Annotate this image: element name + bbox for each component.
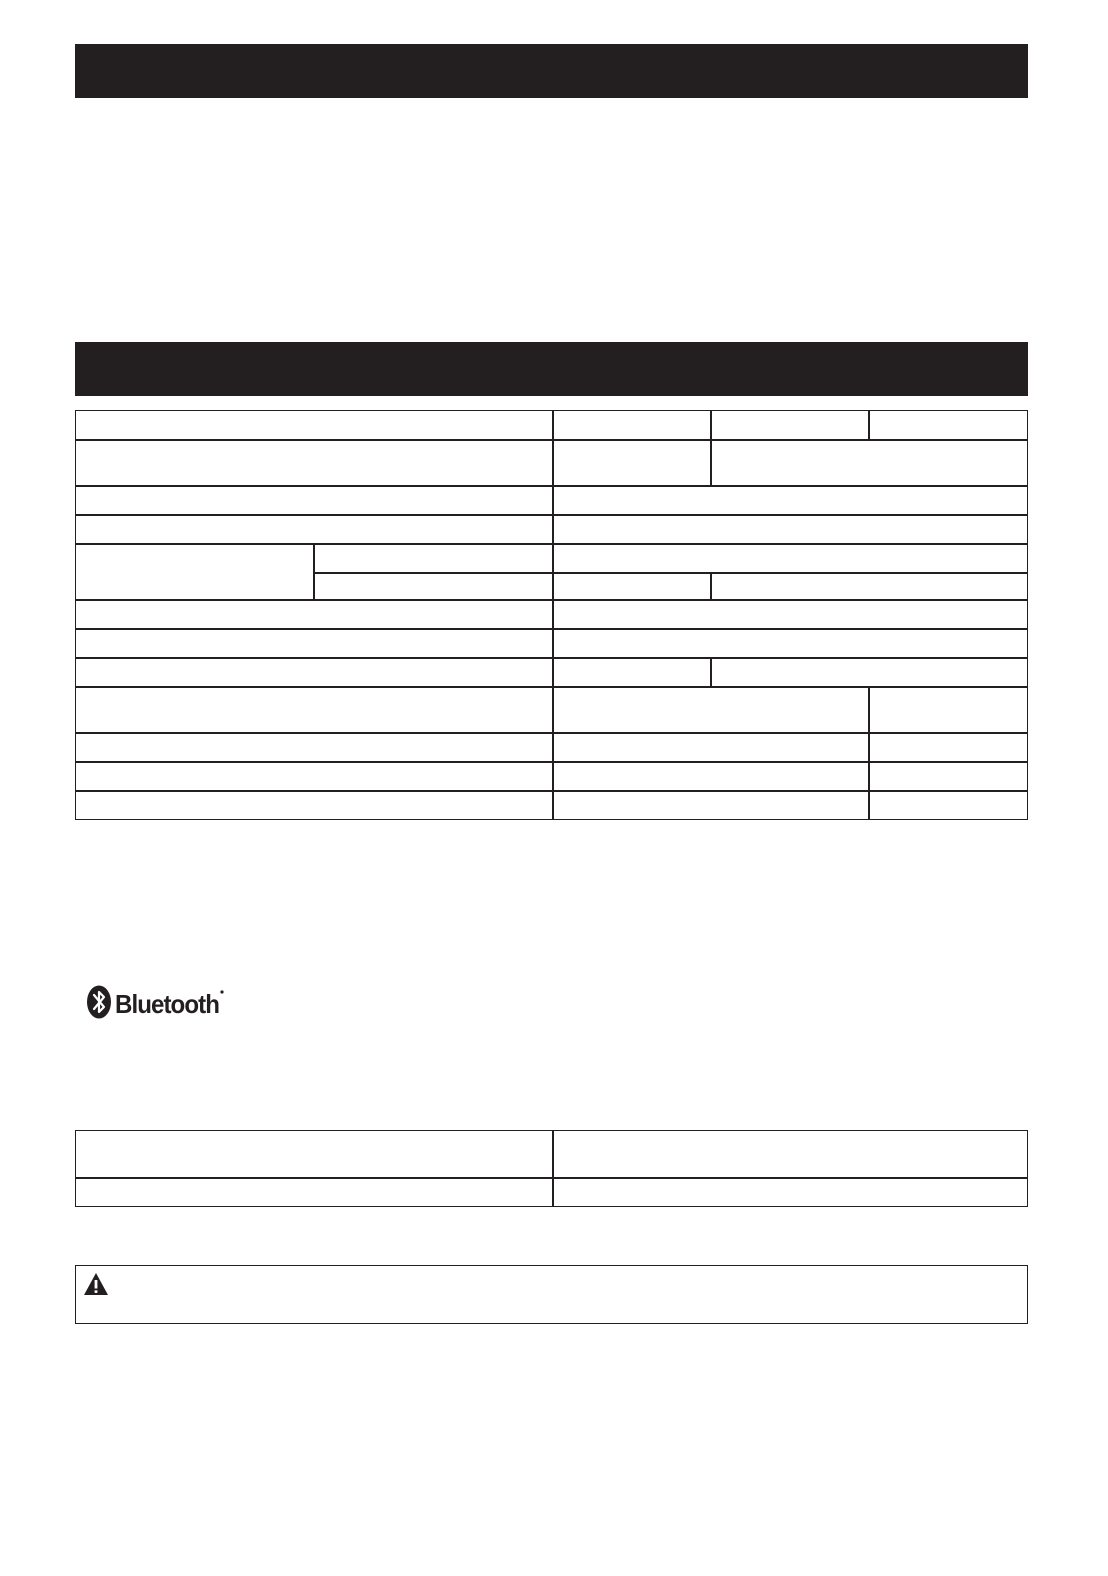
table-cell	[552, 657, 712, 688]
table-cell	[75, 628, 554, 659]
table-cell	[552, 790, 870, 820]
table-cell	[868, 732, 1028, 763]
table-cell	[75, 410, 554, 441]
specifications-header-bar	[75, 342, 1028, 396]
table-cell	[710, 410, 870, 441]
bluetooth-logo	[86, 983, 226, 1021]
table-cell	[552, 761, 870, 792]
table-cell	[75, 514, 554, 545]
table-cell	[75, 599, 554, 630]
table-cell	[552, 1130, 1028, 1179]
table-cell	[868, 761, 1028, 792]
svg-text:Bluetooth: Bluetooth	[115, 989, 220, 1019]
table-cell	[75, 485, 554, 516]
table-cell	[552, 514, 1028, 545]
table-cell	[552, 628, 1028, 659]
table-cell	[868, 686, 1028, 734]
table-cell	[75, 732, 554, 763]
table-cell	[552, 599, 1028, 630]
table-cell	[75, 686, 554, 734]
table-cell	[552, 572, 712, 601]
warning-triangle-icon	[83, 1272, 109, 1296]
table-cell	[552, 485, 1028, 516]
table-cell	[75, 761, 554, 792]
table-cell	[552, 543, 1028, 574]
table-cell	[75, 543, 315, 601]
table-cell	[868, 790, 1028, 820]
table-cell	[868, 410, 1028, 441]
table-cell	[552, 686, 870, 734]
table-cell	[75, 1177, 554, 1207]
table-cell	[313, 572, 554, 601]
table-cell	[75, 790, 554, 820]
specifications-table	[75, 410, 1028, 820]
table-cell	[552, 732, 870, 763]
table-cell	[313, 543, 554, 574]
table-cell	[710, 572, 1028, 601]
table-cell	[552, 1177, 1028, 1207]
section-header-bar	[75, 44, 1028, 98]
table-cell	[710, 657, 1028, 688]
table-cell	[75, 439, 554, 487]
warning-box	[75, 1265, 1028, 1324]
table-cell	[75, 1130, 554, 1179]
wireless-table	[75, 1130, 1028, 1208]
table-cell	[552, 410, 712, 441]
table-cell	[75, 657, 554, 688]
table-cell	[710, 439, 1028, 487]
table-cell	[552, 439, 712, 487]
